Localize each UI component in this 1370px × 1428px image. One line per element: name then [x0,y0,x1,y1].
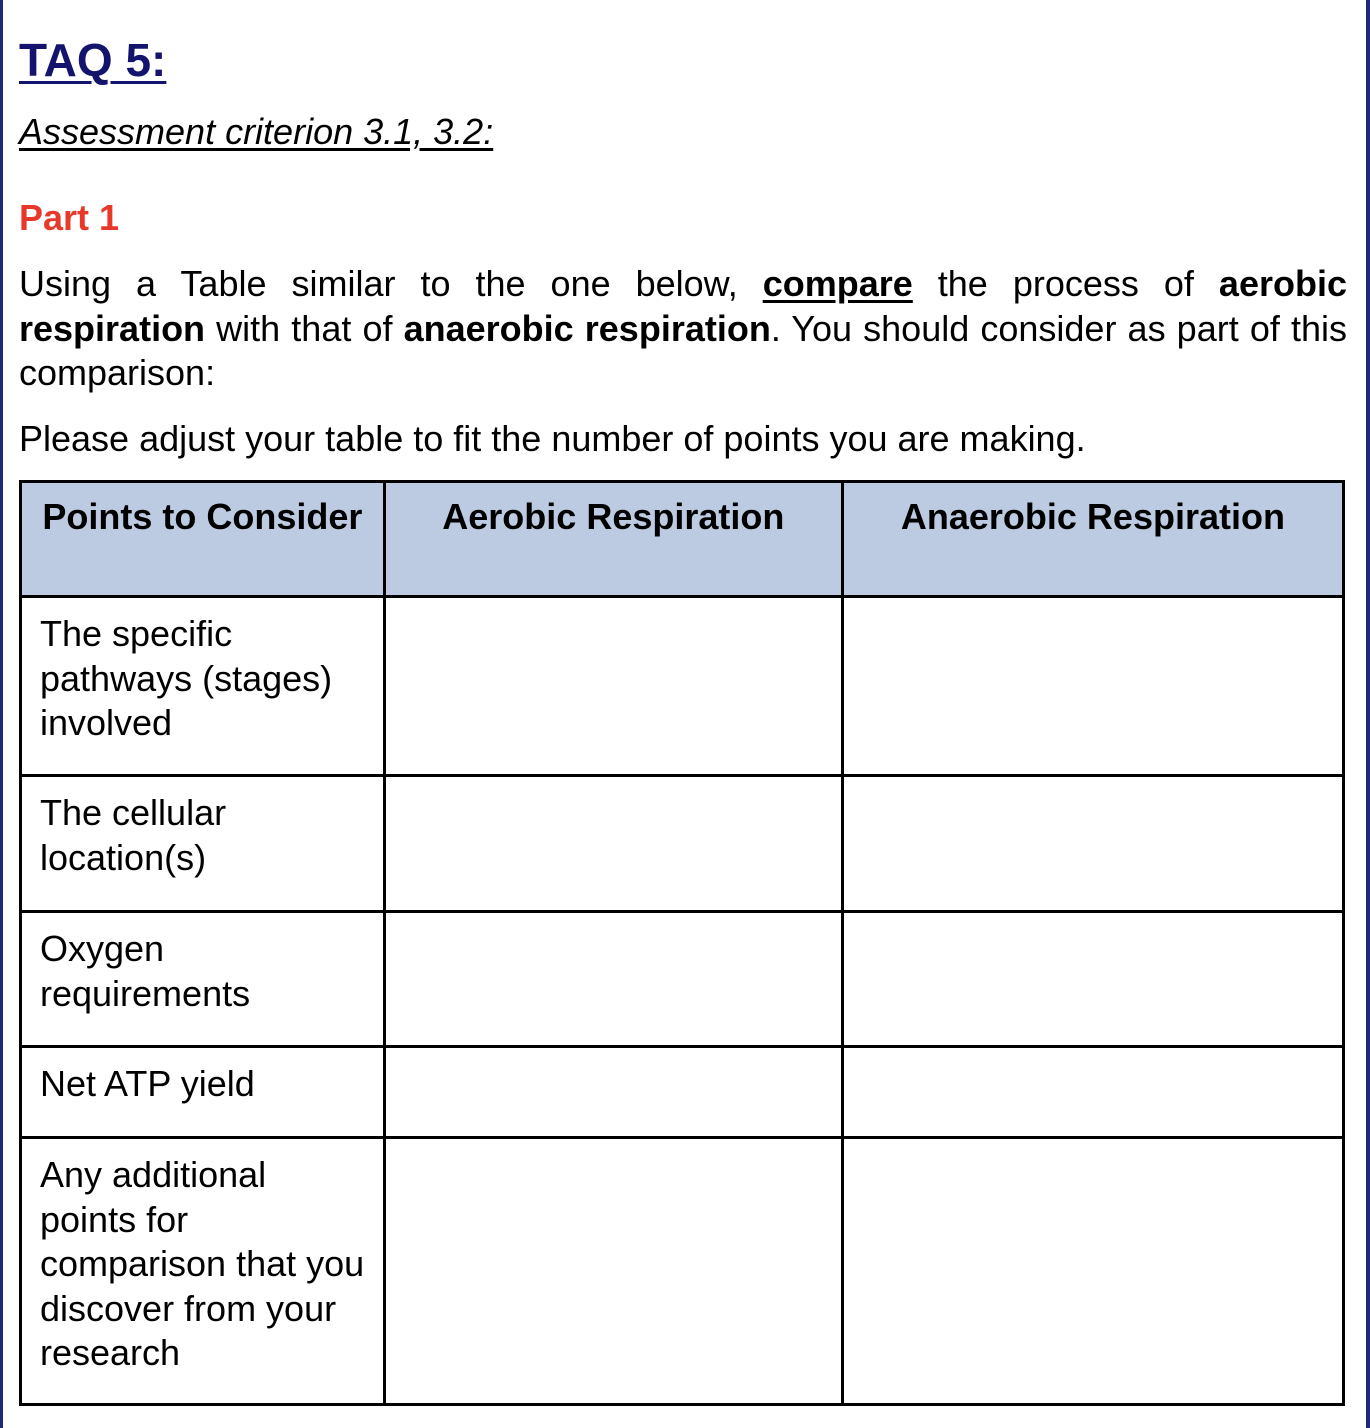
row-label-pathways: The specific pathways (stages) involved [21,597,385,776]
instructions-text-4: . You should consider as part of this comparison: [19,307,1347,393]
part-heading: Part 1 [19,197,120,238]
assessment-criterion: Assessment criterion 3.1, 3.2: [19,111,494,152]
row-label-atp-yield: Net ATP yield [21,1047,385,1138]
anaerobic-cell-oxygen[interactable] [842,912,1343,1047]
anaerobic-cell-additional[interactable] [842,1138,1343,1405]
table-row [21,912,1344,1047]
header-aerobic-respiration: Aerobic Respiration [384,482,842,597]
table-row [21,776,1344,912]
row-label-additional-points: Any additional points for comparison that you discover from your research [21,1138,385,1405]
page-frame-right [1366,0,1370,1428]
anaerobic-cell-atp[interactable] [842,1047,1343,1138]
aerobic-cell-additional[interactable] [384,1138,842,1405]
row-label-oxygen: Oxygen requirements [21,912,385,1047]
instructions-text-3: with that of [205,307,404,349]
page-frame-left [0,0,3,1428]
adjust-note: Please adjust your table to fit the number of points you are making. [19,418,1086,459]
comparison-table [19,480,1345,1406]
header-points-to-consider: Points to Consider [21,482,385,597]
page-title: TAQ 5: [19,34,167,86]
table-row [21,1047,1344,1138]
aerobic-cell-atp[interactable] [384,1047,842,1138]
table-row [21,597,1344,776]
anaerobic-cell-location[interactable] [842,776,1343,912]
instructions-text-1: Using a Table similar to the one below, [19,263,763,304]
table-row [21,1138,1344,1405]
instructions-compare: compare [762,263,913,304]
aerobic-cell-oxygen[interactable] [384,912,842,1047]
header-anaerobic-respiration: Anaerobic Respiration [842,482,1343,597]
table-header-row [21,482,1344,597]
row-label-cellular-location: The cellular location(s) [21,776,385,912]
instructions-paragraph [19,262,1347,396]
instructions-text-2: the process of [912,263,1219,304]
aerobic-cell-location[interactable] [384,776,842,912]
anaerobic-cell-pathways[interactable] [842,597,1343,776]
instructions-aerobic: aerobic respiration [19,263,1347,349]
aerobic-cell-pathways[interactable] [384,597,842,776]
instructions-anaerobic: anaerobic respiration [403,307,771,349]
